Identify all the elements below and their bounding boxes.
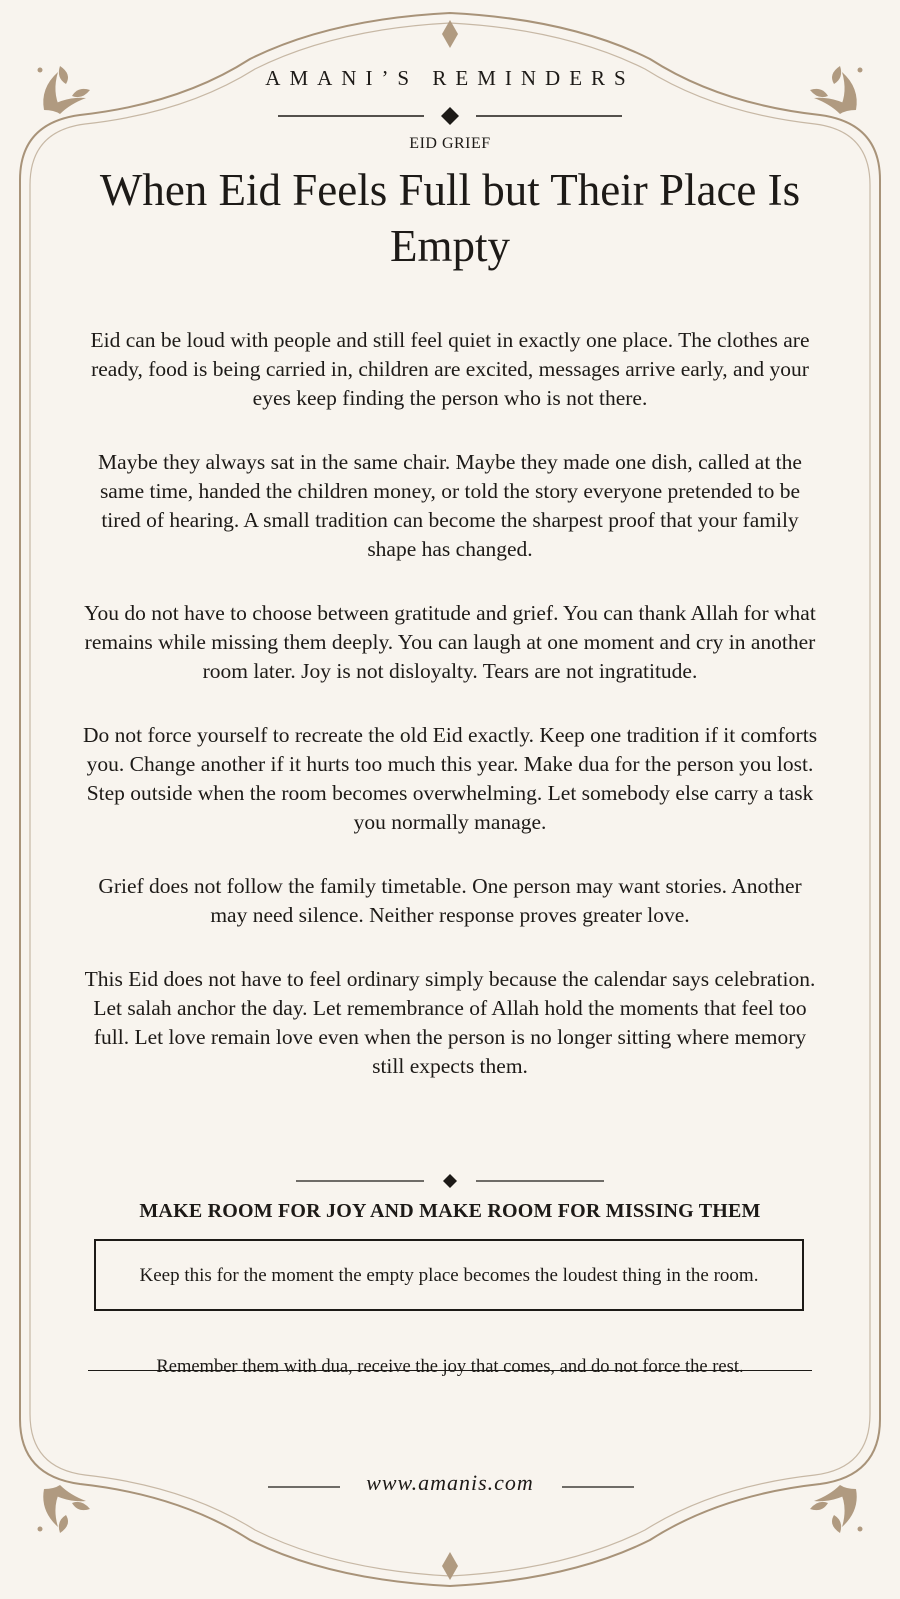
paragraph: Grief does not follow the family timetable. One person may want stories. Another may need silence. Neither response proves greater love. [98, 874, 802, 927]
brand-name: AMANI’S REMINDERS [265, 66, 635, 90]
paragraph: Maybe they always sat in the same chair. Maybe they made one dish, called at the same time, handed the children money, or told the story everyone pretended to be tired of hearing. A small tradition can become the sharpest proof that your family shape has changed. [98, 450, 802, 561]
callout-text: Keep this for the moment the empty place becomes the loudest thing in the room. [139, 1264, 759, 1286]
paragraph: You do not have to choose between gratitude and grief. You can thank Allah for what remains while missing them deeply. You can laugh at one moment and cry in another room later. Joy is not disloyalty. Tears are not ingratitude. [84, 601, 816, 683]
header-divider [278, 107, 622, 125]
top-diamond-ornament [442, 20, 458, 48]
section-divider [296, 1174, 604, 1188]
page-title: When Eid Feels Full but Their Place Is Empty [99, 165, 801, 271]
paragraph: Eid can be loud with people and still feel quiet in exactly one place. The clothes are ready, food is being carried in, children are excited, messages arrive early, and your eyes keep finding the person who is not there. [90, 328, 810, 410]
callout-box [94, 1239, 804, 1311]
takeaway-heading: MAKE ROOM FOR JOY AND MAKE ROOM FOR MISSING THEM [139, 1200, 761, 1222]
paragraph: This Eid does not have to feel ordinary simply because the calendar says celebration. Let salah anchor the day. Let remembrance of Allah hold the moments that feel too full. Let love remain love even when the person is no longer sitting where memory still expects them. [84, 967, 816, 1078]
closing-line-text: Remember them with dua, receive the joy that comes, and do not force the rest. [156, 1357, 744, 1377]
paragraph: Do not force yourself to recreate the old Eid exactly. Keep one tradition if it comforts you. Change another if it hurts too much this year. Make dua for the person you lost. Step outside when the room becomes overwhelming. Let somebody else carry a task you normally manage. [82, 723, 818, 834]
category-label: EID GRIEF [409, 135, 491, 152]
website-link[interactable]: www.amanis.com [366, 1470, 534, 1495]
article-body [82, 326, 818, 1116]
